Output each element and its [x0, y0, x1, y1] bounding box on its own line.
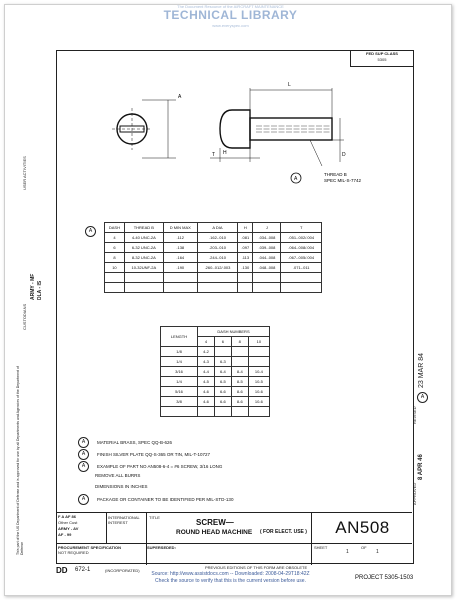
thread-note-2: SPEC MIL-S-7742: [324, 178, 362, 183]
watermark-subtitle: The Document Resource of the AIRCRAFT MAINTENANCE: [177, 4, 284, 9]
note-text: MATERIAL BRASS, SPEC QQ-B-626: [97, 440, 173, 445]
fed-sup-class-box: [350, 50, 413, 67]
dim-h-label: H: [223, 150, 227, 156]
custodian-dla: DLA - IS: [37, 280, 43, 300]
watermark-url[interactable]: www.everyspec.com: [212, 23, 249, 28]
sheet-label: SHEET: [314, 545, 328, 550]
revision-marker-right: A: [417, 392, 428, 403]
table-row: 3/16 4-4 6-4 8-4 10-4: [161, 367, 270, 377]
dims-table-marker: A: [85, 226, 96, 237]
screw-drawing: [60, 70, 410, 220]
approved-date: 8 APR 46: [418, 454, 424, 480]
thread-note-1: THREAD B: [324, 172, 347, 177]
table-row: 1/8 4-2: [161, 347, 270, 357]
proc-spec-value: NOT REQUIRED: [58, 550, 89, 555]
user-activities-label: USER ACTIVITIES: [22, 156, 27, 190]
approved-label: APPROVED: [412, 482, 417, 505]
note-material: [78, 437, 172, 448]
superseded-label: SUPERSEDED:: [147, 545, 176, 550]
army-av-label: ARMY - AV: [58, 526, 79, 531]
title-line-1: SCREW—: [196, 518, 234, 527]
note-marker: A: [78, 449, 89, 460]
source-link[interactable]: Source: http://www.assistdocs.com -- Downloaded: 2008-04-29T18:42Z: [151, 571, 310, 577]
table-row: 6 6-32 UNC-2A .138 .203-.010 .097 .039-.008 .064-.008/.004: [105, 243, 322, 253]
table-row: [105, 283, 322, 293]
dimensions-table: [104, 222, 322, 293]
title-suffix: ( FOR ELECT. USE ): [260, 529, 307, 535]
note-text: REMOVE ALL BURRS: [95, 473, 141, 478]
divider: [146, 513, 147, 543]
length-table-header: LENGTH DASH NUMBERS: [161, 327, 270, 337]
note-dimensions: [95, 484, 148, 489]
table-row: 4 4-40 UNC-2A .112 .162-.010 .081 .034-.008 .051-.002/.004: [105, 233, 322, 243]
divider: [146, 543, 147, 565]
note-example: [78, 461, 222, 472]
fed-sup-class-value: 5305: [377, 57, 387, 62]
revised-label: REVISED: [412, 406, 417, 424]
divider: [311, 543, 312, 565]
fed-sup-class-label: FED SUP CLASS: [366, 51, 398, 56]
note-finish: [78, 449, 210, 460]
dim-t-label: T: [212, 152, 216, 158]
length-table-dash-row: 4 6 8 10: [161, 337, 270, 347]
table-row: 1/4 4-5 6-5 8-5 10-5: [161, 377, 270, 387]
length-table: [160, 326, 270, 417]
revised-date: 23 MAR 84: [418, 352, 425, 388]
watermark-title: TECHNICAL LIBRARY: [163, 8, 298, 22]
note-text: PACKAGE OR CONTAINER TO BE IDENTIFIED PER MIL-STD-130: [97, 497, 234, 502]
table-row: 1/4 4-3 6-3: [161, 357, 270, 367]
table-row: [105, 273, 322, 283]
note-package: [78, 494, 233, 505]
custodian-block: [56, 513, 107, 543]
note-marker: A: [78, 461, 89, 472]
dd-form-label: DD: [56, 566, 68, 575]
table-row: [161, 407, 270, 417]
revision-marker: A: [294, 176, 298, 182]
table-row: 10 10-32UNF-2A .190 .260-.012/.003 .130 .048-.008 .071-.011: [105, 263, 322, 273]
title-block: [56, 512, 412, 565]
screw-head-side-view: [220, 110, 250, 148]
dim-l-label: L: [288, 82, 291, 88]
af-label: AF - 99: [58, 532, 72, 537]
incorporated-label: (INCORPORATED): [105, 568, 140, 573]
sheet-value: 1: [346, 549, 349, 555]
table-row: 8 8-32 UNC-2A .164 .244-.010 .113 .044-.008 .067-.005/.004: [105, 253, 322, 263]
title-label: TITLE: [149, 515, 160, 520]
dd-form-number: 672-1: [75, 567, 91, 573]
note-text: EXAMPLE OF PART NO AN508-6-4 = #6 SCREW, 3/16 LONG: [97, 464, 223, 469]
fa-label: F A AF 86: [58, 514, 77, 519]
intl-interest-label: INTERNATIONAL INTEREST: [108, 515, 140, 525]
note-text: FINISH SILVER PLATE QQ-S-365 OR TIN, MIL-T-10727: [97, 452, 211, 457]
custodians-label: CUSTODIANS: [22, 303, 27, 330]
dims-table-header: DASH THREAD B D MIN MAX A DIA H J T: [105, 223, 322, 233]
proc-spec-label: PROCUREMENT SPECIFICATION: [58, 545, 122, 550]
part-number: AN508: [335, 518, 390, 537]
table-row: 5/16 4-6 6-6 8-6 10-6: [161, 387, 270, 397]
previous-editions-note: PREVIOUS EDITIONS OF THIS FORM ARE OBSOLETE: [205, 565, 308, 570]
note-burrs: [95, 473, 140, 478]
custodian-army: ARMY - MF: [30, 273, 36, 300]
dim-a-label: A: [178, 94, 182, 100]
table-row: 3/8 4-6 6-6 8-6 10-6: [161, 397, 270, 407]
other-cust-label: Other Cust: [58, 520, 78, 525]
verify-note: Check the source to verify that this is the current version before use.: [155, 578, 306, 584]
note-text: DIMENSIONS IN INCHES: [95, 484, 148, 489]
dim-d-label: D: [342, 152, 346, 158]
project-number: PROJECT 5305-1503: [355, 575, 414, 581]
divider: [56, 543, 412, 544]
of-label: OF: [361, 545, 367, 550]
note-marker: A: [78, 494, 89, 505]
approval-note: This part of the US Department of Defense and is approved for use by all Departments and Agencies of the Department of Defense: [16, 366, 24, 555]
of-value: 1: [376, 549, 379, 555]
part-number-box: [311, 513, 413, 543]
note-marker: A: [78, 437, 89, 448]
title-line-2: ROUND HEAD MACHINE: [176, 529, 253, 536]
